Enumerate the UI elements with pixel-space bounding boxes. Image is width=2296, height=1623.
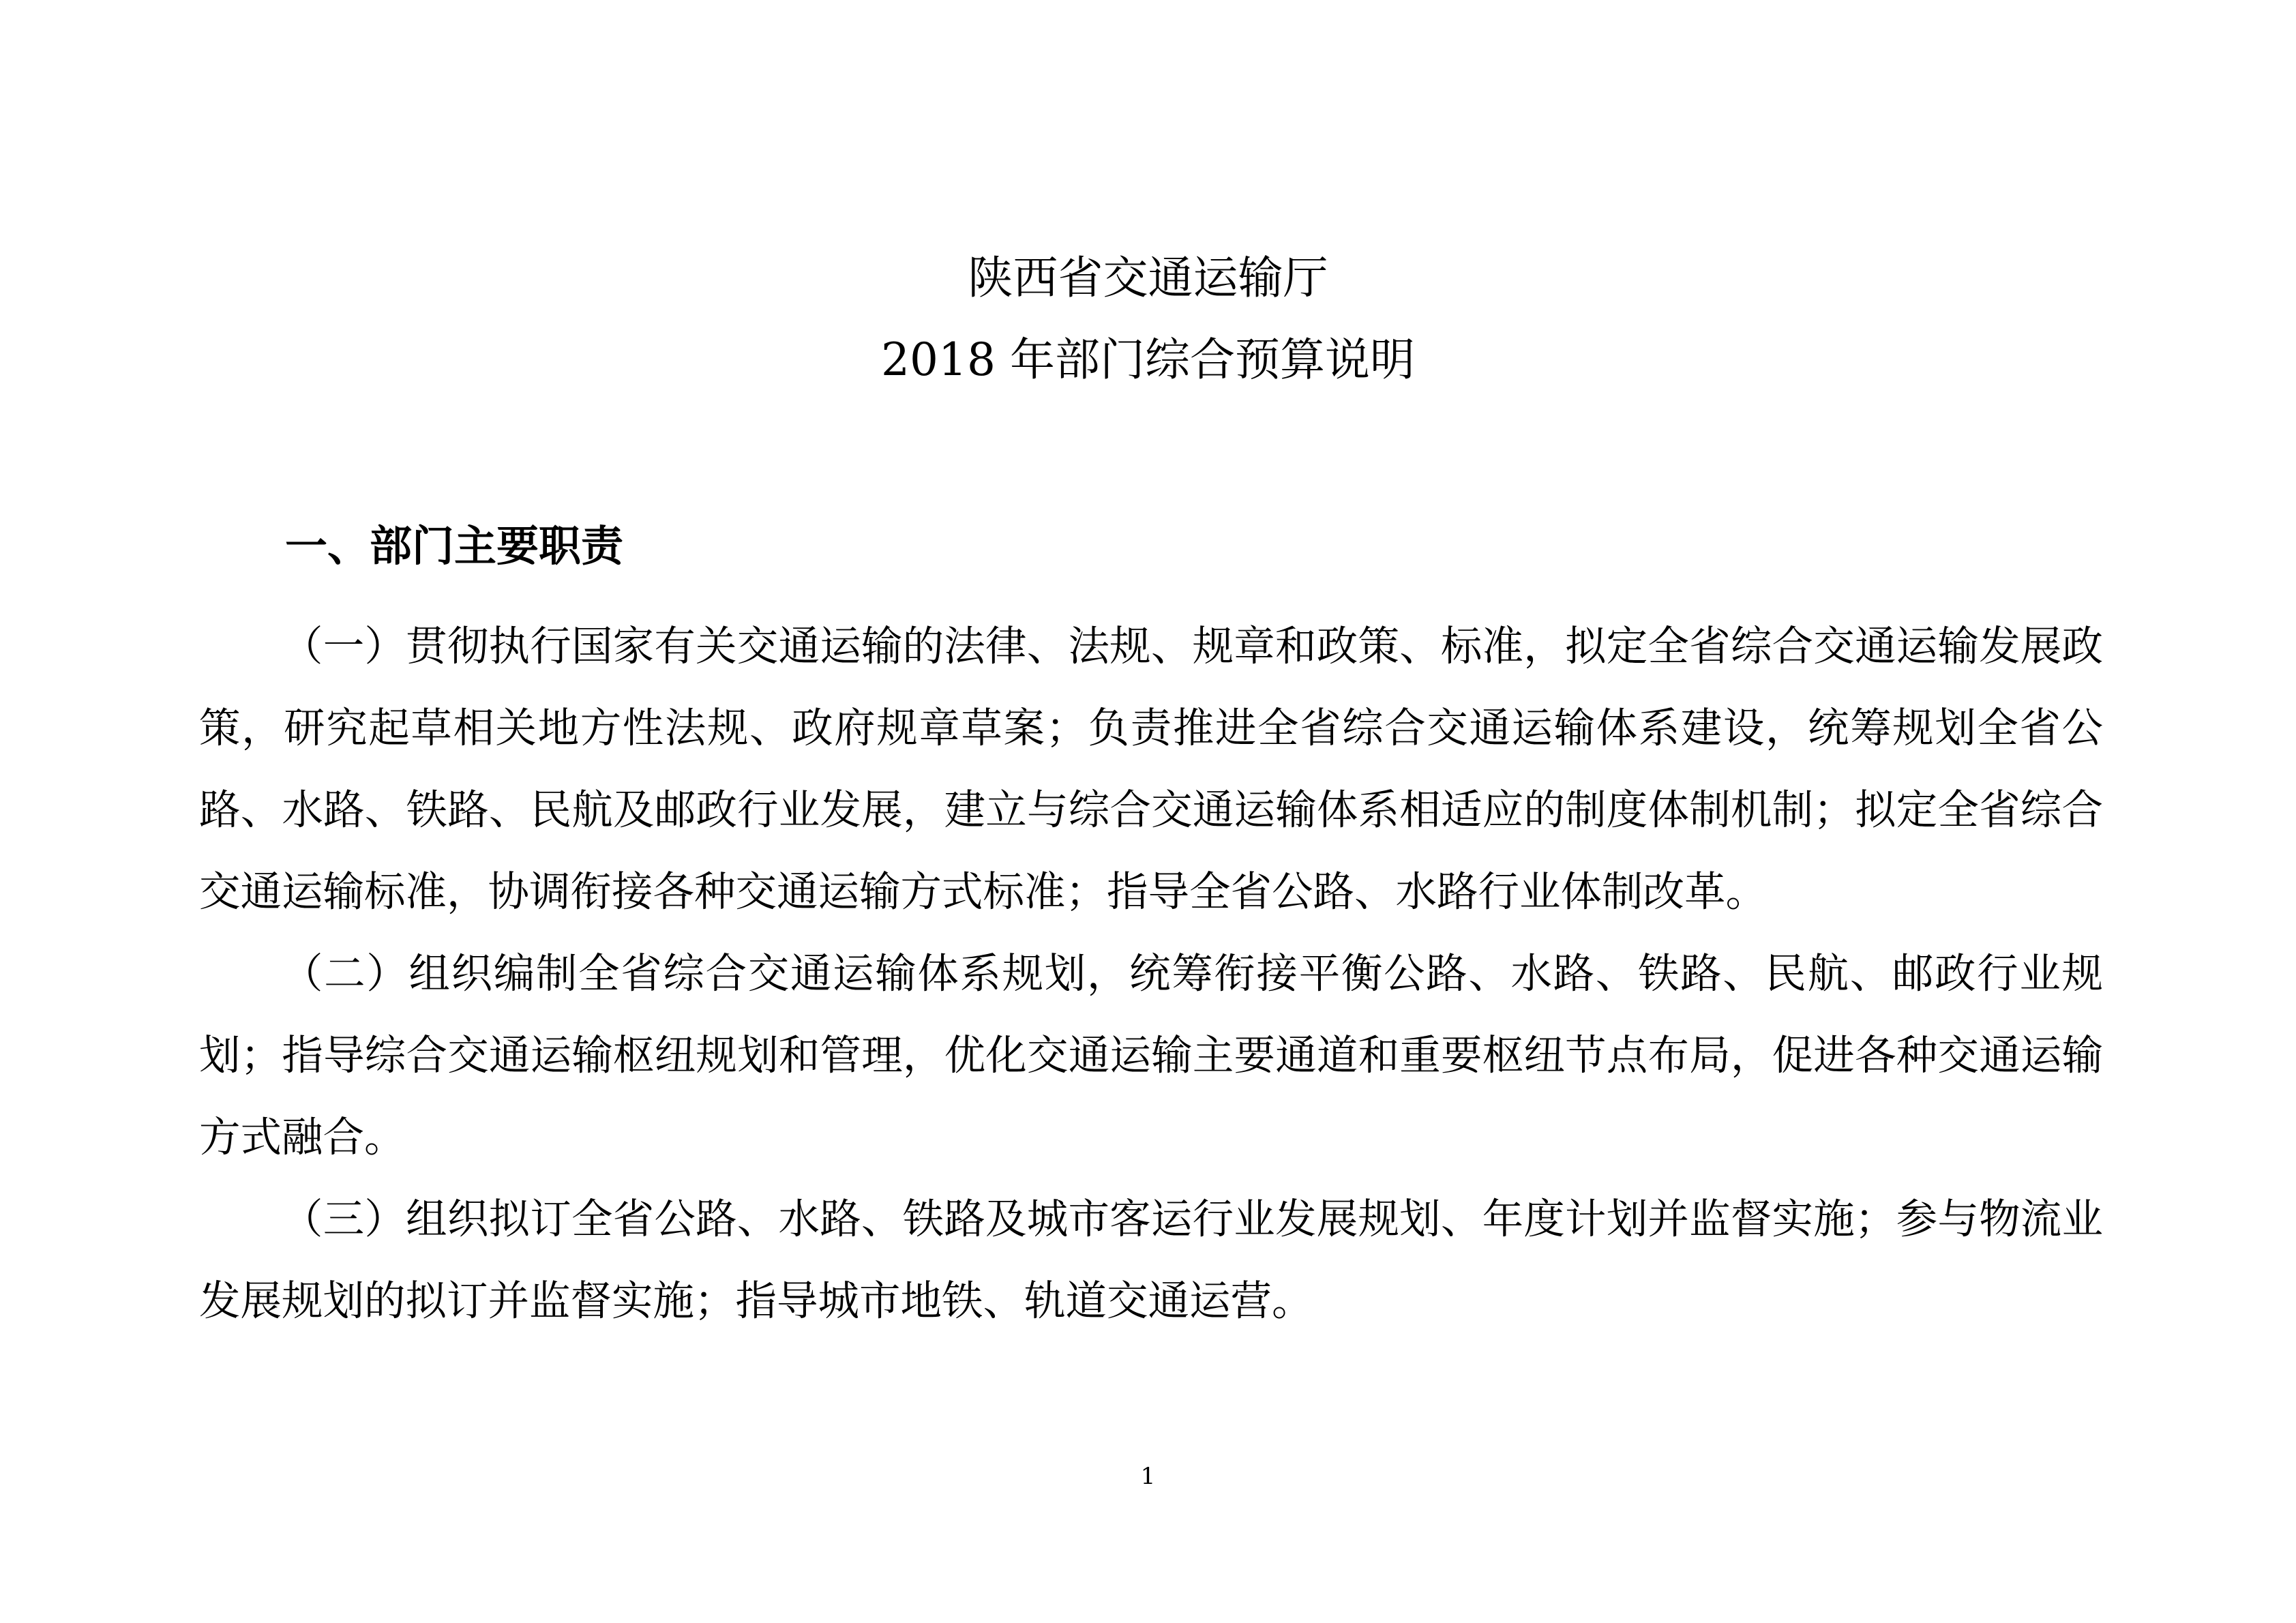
paragraph-duty-2: （二）组织编制全省综合交通运输体系规划，统筹衔接平衡公路、水路、铁路、民航、邮政行业规划；指导综合交通运输枢纽规划和管理，优化交通运输主要通道和重要枢纽节点布局，促进各种交通运输方式融合。 — [199, 950, 2103, 1161]
document-title — [0, 252, 2296, 386]
section-heading-main-duties: 一、部门主要职责 — [285, 521, 624, 571]
title-line-organization: 陕西省交通运输厅 — [968, 252, 1328, 304]
paragraph-duty-1: （一）贯彻执行国家有关交通运输的法律、法规、规章和政策、标准，拟定全省综合交通运输发展政策，研究起草相关地方性法规、政府规章草案；负责推进全省综合交通运输体系建设，统筹规划全省公路、水路、铁路、民航及邮政行业发展，建立与综合交通运输体系相适应的制度体制机制；拟定全省综合交通运输标准，协调衔接各种交通运输方式标准；指导全省公路、水路行业体制改革。 — [199, 623, 2103, 916]
paragraph-duty-3: （三）组织拟订全省公路、水路、铁路及城市客运行业发展规划、年度计划并监督实施；参与物流业发展规划的拟订并监督实施；指导城市地铁、轨道交通运营。 — [199, 1195, 2103, 1325]
page-number: 1 — [1140, 1463, 1156, 1490]
title-line-budget-description: 2018 年部门综合预算说明 — [881, 333, 1415, 386]
body-text — [199, 606, 2103, 1342]
